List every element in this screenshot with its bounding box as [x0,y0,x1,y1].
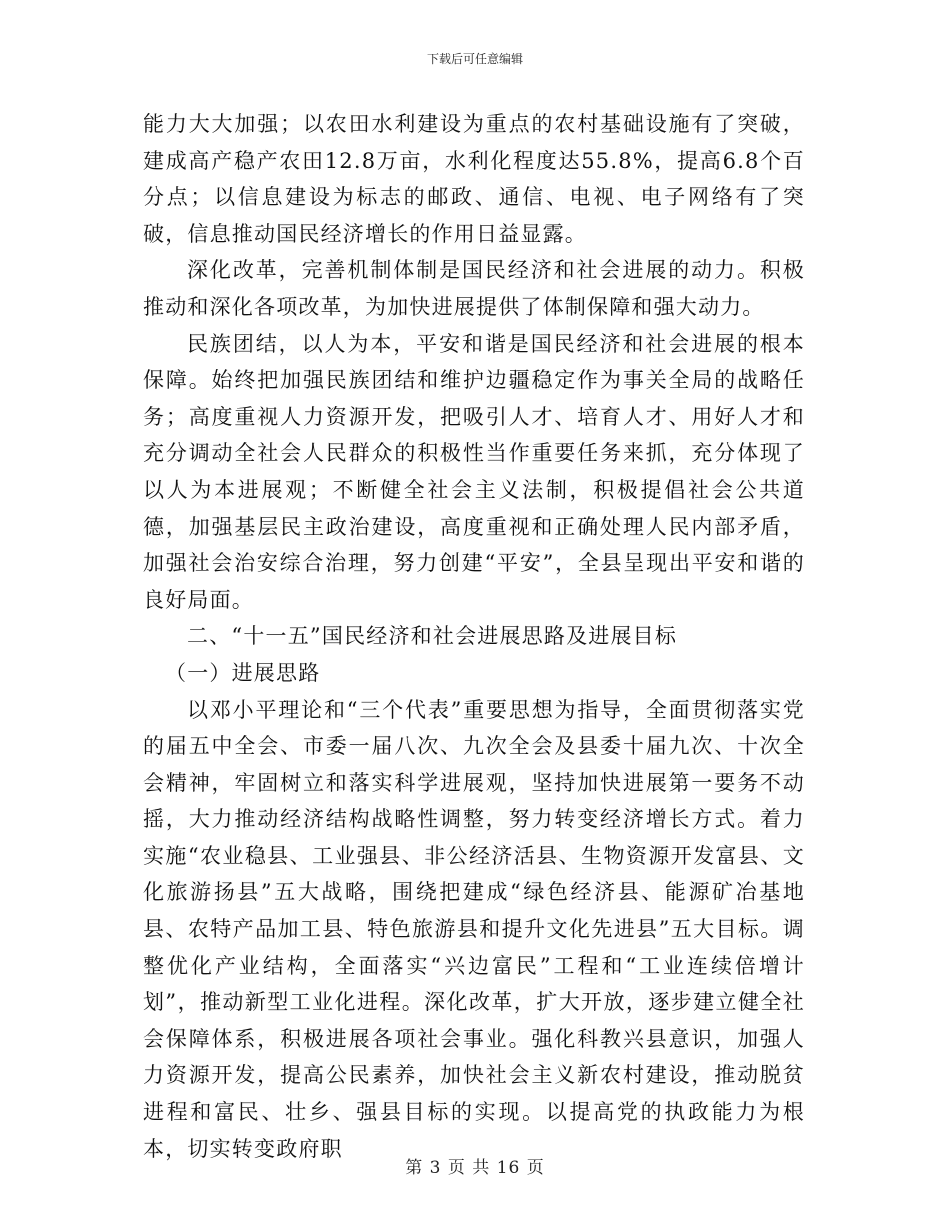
document-body [143,106,805,1167]
footer-total-pages: 16 [496,1158,521,1178]
paragraph-reform: 深化改革，完善机制体制是国民经济和社会进展的动力。积极推动和深化各项改革，为加快进展提供了体制保障和强大动力。 [143,258,805,319]
paragraph-development-approach: 以邓小平理论和“三个代表”重要思想为指导，全面贯彻落实党的届五中全会、市委一届八次、九次全会及县委十届九次、十次全会精神，牢固树立和落实科学进展观，坚持加快进展第一要务不动摇，大力推动经济结构战略性调整，努力转变经济增长方式。着力实施“农业稳县、工业强县、非公经济活县、生物资源开发富县、文化旅游扬县”五大战略，围绕把建成“绿色经济县、能源矿冶基地县、农特产品加工县、特色旅游县和提升文化先进县”五大目标。调整优化产业结构，全面落实“兴边富民”工程和“工业连续倍增计划”，推动新型工业化进程。深化改革，扩大开放，逐步建立健全社会保障体系，积极进展各项社会事业。强化科教兴县意识，加强人力资源开发，提高公民素养，加快社会主义新农村建设，推动脱贫进程和富民、壮乡、强县目标的实现。以提高党的执政能力为根本，切实转变政府职 [143,697,805,1161]
section-heading-two: 二、“十一五”国民经济和社会进展思路及进展目标 [187,624,678,649]
footer-prefix: 第 [405,1158,424,1178]
footer-suffix: 页 [526,1158,545,1178]
paragraph-infrastructure: 能力大大加强；以农田水利建设为重点的农村基础设施有了突破，建成高产稳产农田12.8万亩，水利化程度达55.8%，提高6.8个百分点；以信息建设为标志的邮政、通信、电视、电子网络有了突破，信息推动国民经济增长的作用日益显露。 [143,112,805,246]
paragraph-unity: 民族团结，以人为本，平安和谐是国民经济和社会进展的根本保障。始终把加强民族团结和维护边疆稳定作为事关全局的战略任务；高度重视人力资源开发，把吸引人才、培育人才、用好人才和充分调动全社会人民群众的积极性当作重要任务来抓，充分体现了以人为本进展观；不断健全社会主义法制，积极提倡社会公共道德，加强基层民主政治建设，高度重视和正确处理人民内部矛盾，加强社会治安综合治理，努力创建“平安”，全县呈现出平安和谐的良好局面。 [143,331,805,612]
footer-mid: 页 共 [447,1158,491,1178]
subsection-heading-one: （一）进展思路 [165,660,321,685]
page-header: 下载后可任意编辑 [426,52,523,66]
footer-page-number: 3 [429,1158,442,1178]
page-footer [0,1153,950,1178]
